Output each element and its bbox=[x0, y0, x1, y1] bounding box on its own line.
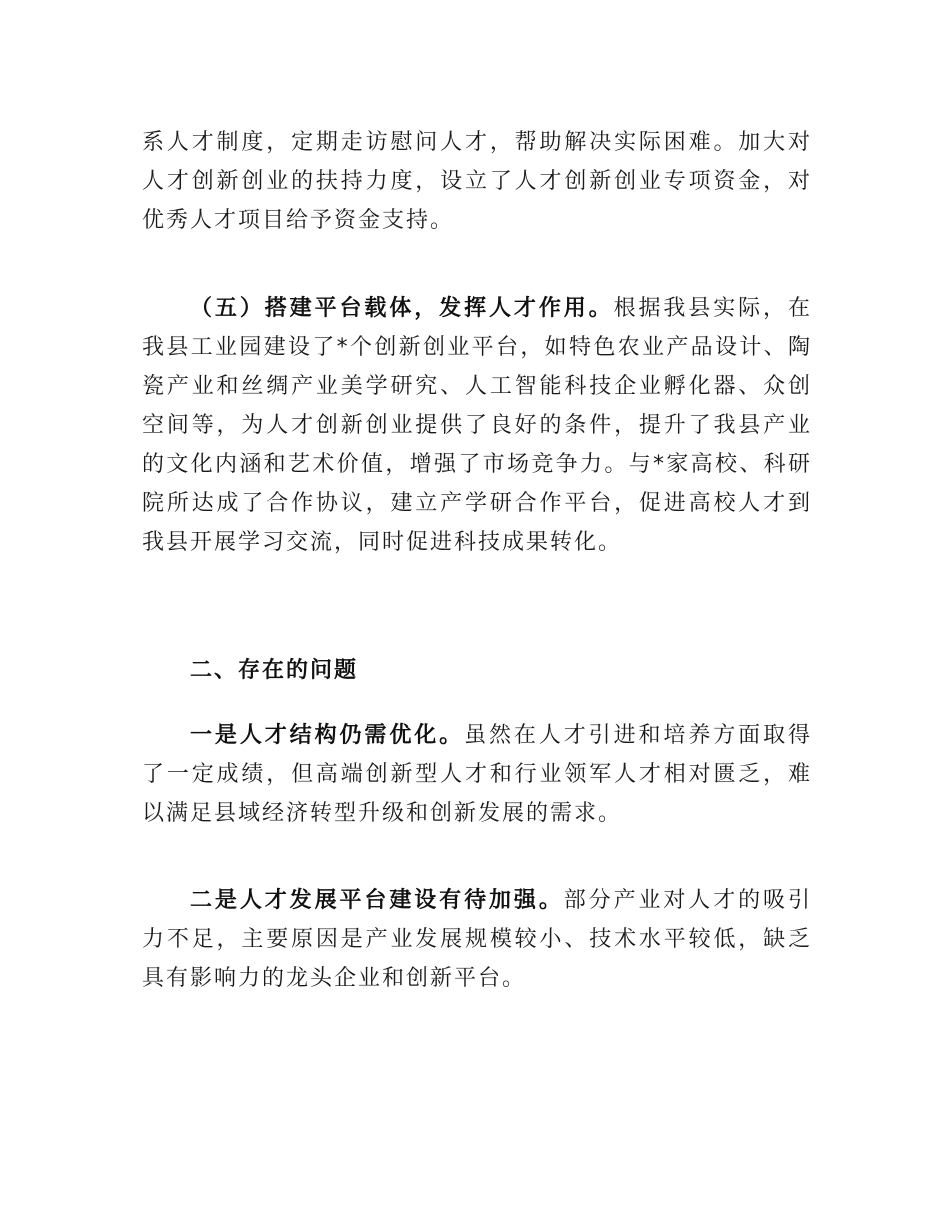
paragraph-development-platform bbox=[142, 881, 812, 998]
paragraph-platform-building bbox=[142, 289, 812, 562]
paragraph-heading: 一是人才结构仍需优化。 bbox=[190, 723, 465, 748]
paragraph-heading: 二是人才发展平台建设有待加强。 bbox=[190, 888, 564, 913]
paragraph-heading: （五）搭建平台载体，发挥人才作用。 bbox=[190, 296, 614, 321]
section-heading-text: 二、存在的问题 bbox=[190, 658, 359, 683]
paragraph-talent-support bbox=[142, 123, 812, 240]
paragraph-body: 系人才制度，定期走访慰问人才，帮助解决实际困难。加大对人才创新创业的扶持力度，设立了人才创新创业专项资金，对优秀人才项目给予资金支持。 bbox=[142, 130, 812, 233]
paragraph-body: 虽然在人才引进和培养方面取得了一定成绩，但高端创新型人才和行业领军人才相对匮乏，难以满足县域经济转型升级和创新发展的需求。 bbox=[142, 723, 812, 826]
paragraph-body: 根据我县实际，在我县工业园建设了*个创新创业平台，如特色农业产品设计、陶瓷产业和丝绸产业美学研究、人工智能科技企业孵化器、众创空间等，为人才创新创业提供了良好的条件，提升了我县产业的文化内涵和艺术价值，增强了市场竞争力。与*家高校、科研院所达成了合作协议，建立产学研合作平台，促进高校人才到我县开展学习交流，同时促进科技成果转化。 bbox=[142, 296, 812, 555]
paragraph-talent-structure bbox=[142, 716, 812, 833]
paragraph-body: 部分产业对人才的吸引力不足，主要原因是产业发展规模较小、技术水平较低，缺乏具有影响力的龙头企业和创新平台。 bbox=[142, 888, 812, 991]
section-heading-problems bbox=[142, 651, 812, 690]
